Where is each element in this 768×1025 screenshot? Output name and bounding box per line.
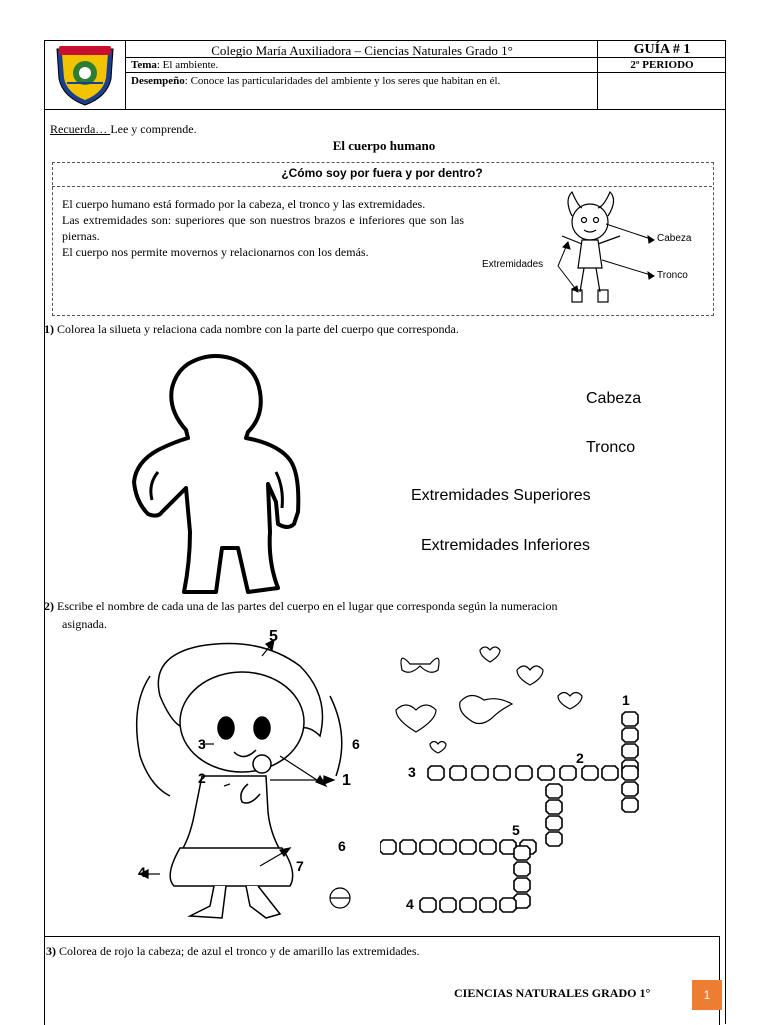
question-2: [44, 597, 714, 633]
grid-number-3: 3: [408, 764, 416, 780]
info-box-question: ¿Cómo soy por fuera y por dentro?: [281, 166, 483, 180]
info-paragraph: [62, 196, 464, 260]
school-crest-icon: [49, 43, 121, 107]
girl-number-7: 7: [296, 858, 304, 874]
girl-number-5: 5: [269, 628, 278, 645]
figure-head: [572, 204, 608, 240]
header-divider: [125, 41, 126, 109]
header-divider: [125, 72, 725, 73]
question-number: 2): [44, 599, 54, 613]
question-number: 3): [46, 944, 56, 958]
girl-number-6: 6: [352, 736, 360, 752]
figure-label-tronco: Tronco: [657, 270, 688, 281]
desempeno-label: Desempeño: [131, 75, 185, 87]
question-text: Escribe el nombre de cada una de las partes del cuerpo en el lugar que corresponda según la numeracion: [54, 599, 558, 613]
figure-label-extremidades: Extremidades: [482, 259, 544, 270]
decor-icons: [396, 647, 582, 753]
grid-number-1: 1: [622, 692, 630, 708]
section-title: El cuerpo humano: [332, 138, 436, 153]
grid-number-6: 6: [338, 838, 346, 854]
girl-number-3: 3: [198, 736, 206, 752]
header-table: [44, 40, 726, 110]
question-3: [46, 944, 420, 959]
tema-label: Tema: [131, 59, 157, 71]
footer-text: CIENCIAS NATURALES GRADO 1°: [454, 986, 651, 1000]
lee-comprende: Lee y comprende.: [110, 122, 197, 136]
info-line: El cuerpo humano está formado por la cabeza, el tronco y las extremidades.: [62, 197, 426, 211]
question-text: Colorea la silueta y relaciona cada nombre con la parte del cuerpo que corresponda.: [54, 322, 459, 336]
crossword-grid: [380, 640, 680, 920]
girl-figure-illustration: [478, 180, 708, 312]
tema: [131, 59, 218, 71]
page-number-badge: 1: [692, 980, 722, 1010]
guia-number: GUÍA # 1: [633, 42, 691, 57]
body-silhouette-illustration: [118, 352, 318, 600]
option-extremidades-superiores: Extremidades Superiores: [411, 487, 591, 504]
girl-drawing-illustration: [130, 636, 360, 926]
recuerda-line: [50, 122, 197, 137]
girl-number-2: 2: [198, 770, 206, 786]
periodo: 2º PERIODO: [630, 59, 694, 71]
grid-number-2: 2: [576, 750, 584, 766]
recuerda-label: Recuerda…: [50, 122, 111, 136]
school-title: Colegio María Auxiliadora – Ciencias Naturales Grado 1°: [211, 43, 513, 58]
desempeno: [131, 74, 591, 88]
question-1: [44, 322, 459, 337]
girl-number-1: 1: [342, 772, 351, 789]
grid-number-4: 4: [406, 896, 414, 912]
option-extremidades-inferiores: Extremidades Inferiores: [421, 537, 590, 554]
option-cabeza: Cabeza: [586, 390, 642, 407]
desempeno-value: : Conoce las particularidades del ambiente y los seres que habitan en él.: [184, 75, 501, 87]
crossword-cells: [380, 712, 638, 912]
question-number: 1): [44, 322, 54, 336]
tema-value: : El ambiente.: [156, 59, 219, 71]
info-line: El cuerpo nos permite movernos y relacionarnos con los demás.: [62, 245, 369, 259]
girl-number-4: 4: [138, 864, 146, 880]
option-tronco: Tronco: [586, 439, 636, 456]
grid-number-5: 5: [512, 822, 520, 838]
figure-label-cabeza: Cabeza: [657, 233, 692, 244]
question-text-cont: asignada.: [62, 617, 107, 631]
info-line: Las extremidades son: superiores que son nuestros brazos e inferiores que son las piernas.: [62, 213, 464, 243]
question-text: Colorea de rojo la cabeza; de azul el tronco y de amarillo las extremidades.: [56, 944, 420, 958]
header-divider: [597, 41, 598, 109]
